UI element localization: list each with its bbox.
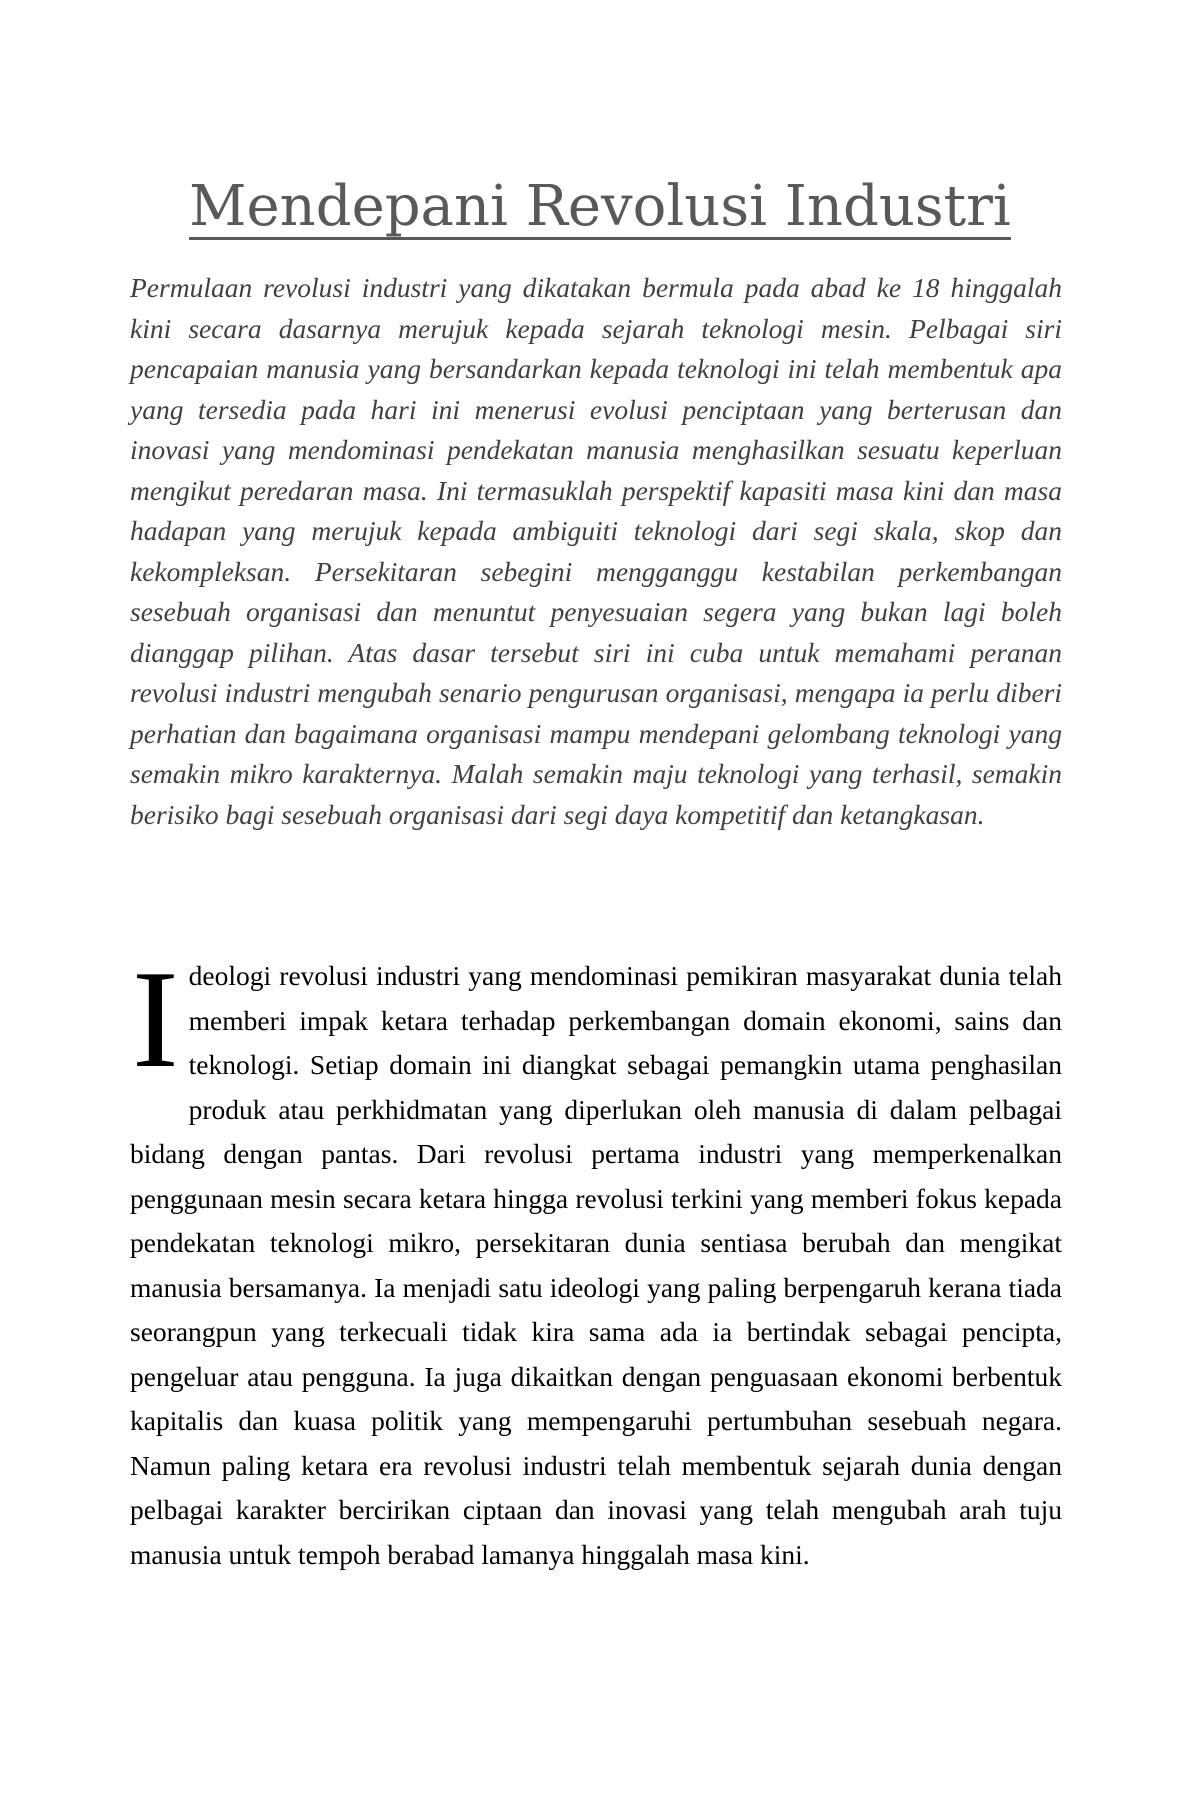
abstract-paragraph: Permulaan revolusi industri yang dikatakan bermula pada abad ke 18 hinggalah kini secara dasarnya merujuk kepada sejarah teknologi mesin. Pelbagai siri pencapaian manusia yang bersandarkan kepada teknologi ini telah membentuk apa yang tersedia pada hari ini menerusi evolusi penciptaan yang berterusan dan inovasi yang mendominasi pendekatan manusia menghasilkan sesuatu keperluan mengikut peredaran masa. Ini termasuklah perspektif kapasiti masa kini dan masa hadapan yang merujuk kepada ambiguiti teknologi dari segi skala, skop dan kekompleksan. Persekitaran sebegini mengganggu kestabilan perkembangan sesebuah organisasi dan menuntut penyesuaian segera yang bukan lagi boleh dianggap pilihan. Atas dasar tersebut siri ini cuba untuk memahami peranan revolusi industri mengubah senario pengurusan organisasi, mengapa ia perlu diberi perhatian dan bagaimana organisasi mampu mendepani gelombang teknologi yang semakin mikro karakternya. Malah semakin maju teknologi yang terhasil, semakin berisiko bagi sesebuah organisasi dari segi daya kompetitif dan ketangkasan.: [130, 272, 1062, 830]
drop-cap: I: [132, 942, 179, 1097]
page-title-text: Mendepani Revolusi Industri: [189, 174, 1011, 239]
body-paragraph-text: deologi revolusi industri yang mendominasi pemikiran masyarakat dunia telah memberi impak ketara terhadap perkembangan domain ekonomi, sains dan teknologi. Setiap domain ini diangkat sebagai pemangkin utama penghasilan produk atau perkhidmatan yang diperlukan oleh manusia di dalam pelbagai bidang dengan pantas. Dari revolusi pertama industri yang memperkenalkan penggunaan mesin secara ketara hingga revolusi terkini yang memberi fokus kepada pendekatan teknologi mikro, persekitaran dunia sentiasa berubah dan mengikat manusia bersamanya. Ia menjadi satu ideologi yang paling berpengaruh kerana tiada seorangpun yang terkecuali tidak kira sama ada ia bertindak sebagai pencipta, pengeluar atau pengguna. Ia juga dikaitkan dengan penguasaan ekonomi berbentuk kapitalis dan kuasa politik yang mempengaruhi pertumbuhan sesebuah negara. Namun paling ketara era revolusi industri telah membentuk sejarah dunia dengan pelbagai karakter bercirikan ciptaan dan inovasi yang telah mengubah arah tuju manusia untuk tempoh berabad lamanya hinggalah masa kini.: [130, 960, 1062, 1570]
page-title: [0, 172, 1200, 242]
body-paragraph: [130, 942, 1062, 1577]
